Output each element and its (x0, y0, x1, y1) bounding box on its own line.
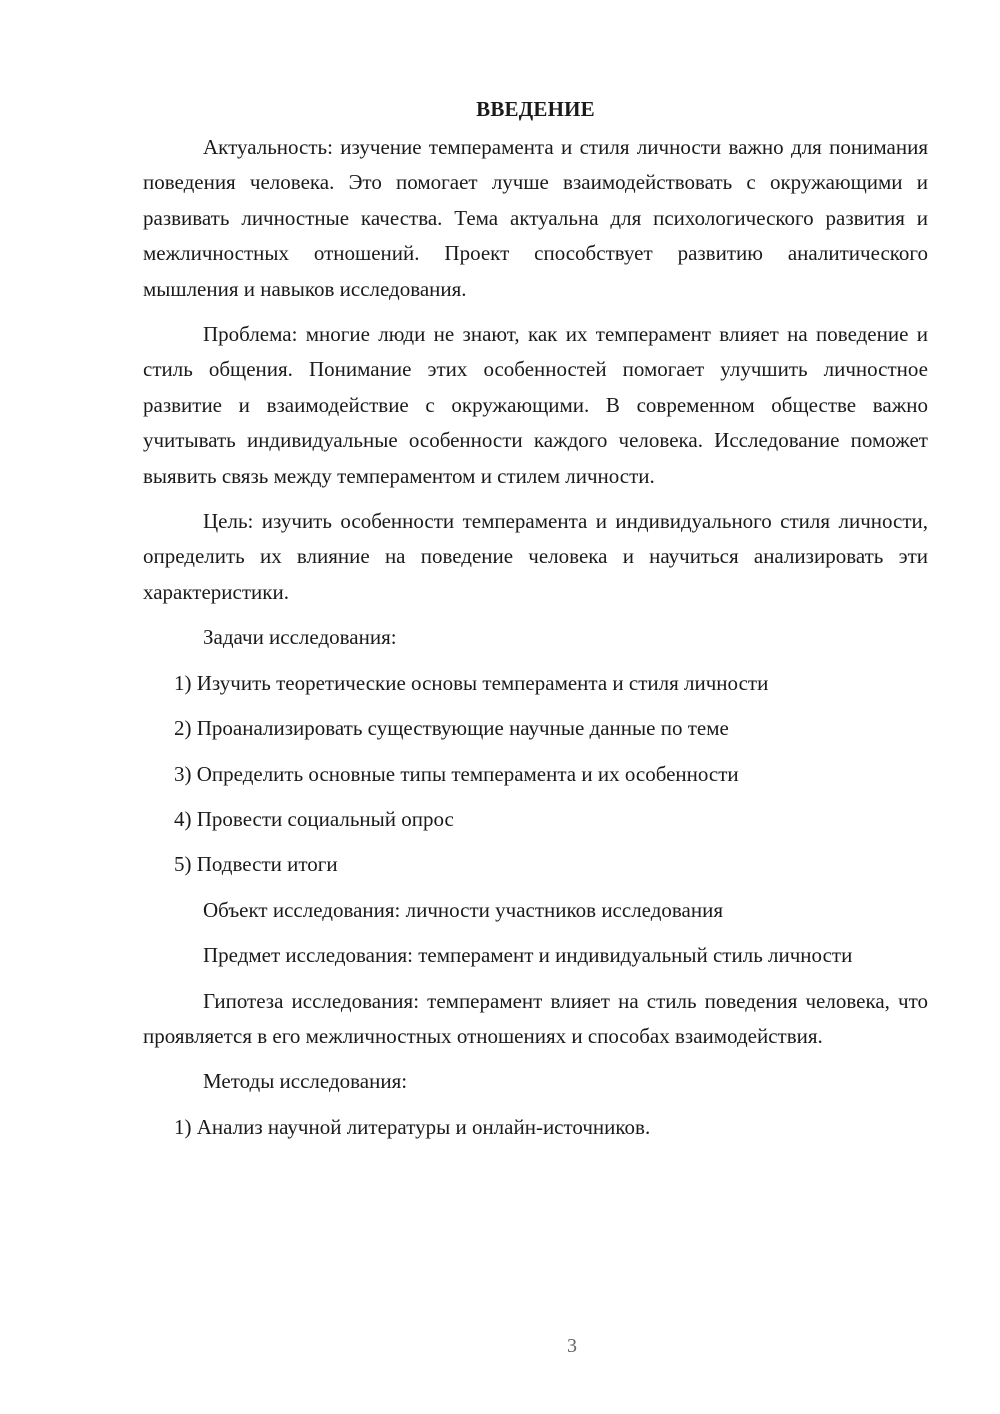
method-item: 1) Анализ научной литературы и онлайн-источников. (174, 1114, 651, 1139)
methods-list (143, 1110, 928, 1145)
methods-heading: Методы исследования: (203, 1069, 408, 1094)
document-page (143, 92, 928, 1155)
relevance-paragraph: Актуальность: изучение темперамента и стиля личности важно для понимания поведения человека. Это помогает лучше взаимодействовать с окружающими и развивать личностные качества. Тема актуальна для психологического развития и межличностных отношений. Проект способствует развитию аналитического мышления и навыков исследования. (143, 135, 928, 301)
task-item: 3) Определить основные типы темперамента и их особенности (174, 761, 739, 786)
page-number: 3 (567, 1335, 577, 1357)
section-title: ВВЕДЕНИЕ (476, 97, 595, 121)
subject-paragraph: Предмет исследования: темперамент и индивидуальный стиль личности (203, 943, 853, 968)
task-item: 2) Проанализировать существующие научные данные по теме (174, 716, 729, 741)
tasks-list (143, 666, 928, 883)
goal-paragraph: Цель: изучить особенности темперамента и индивидуального стиля личности, определить их влияние на поведение человека и научиться анализировать эти характеристики. (143, 509, 928, 604)
object-paragraph: Объект исследования: личности участников исследования (203, 897, 723, 922)
problem-paragraph: Проблема: многие люди не знают, как их темперамент влияет на поведение и стиль общения. Понимание этих особенностей помогает улучшить личностное развитие и взаимодействие с окружающими. В современном обществе важно учитывать индивидуальные особенности каждого человека. Исследование поможет выявить связь между темпераментом и стилем личности. (143, 322, 928, 488)
hypothesis-paragraph: Гипотеза исследования: темперамент влияет на стиль поведения человека, что проявляется в его межличностных отношениях и способах взаимодействия. (143, 988, 928, 1048)
task-item: 1) Изучить теоретические основы темперамента и стиля личности (174, 670, 769, 695)
tasks-heading: Задачи исследования: (203, 625, 397, 650)
task-item: 4) Провести социальный опрос (174, 806, 454, 831)
task-item: 5) Подвести итоги (174, 852, 338, 877)
